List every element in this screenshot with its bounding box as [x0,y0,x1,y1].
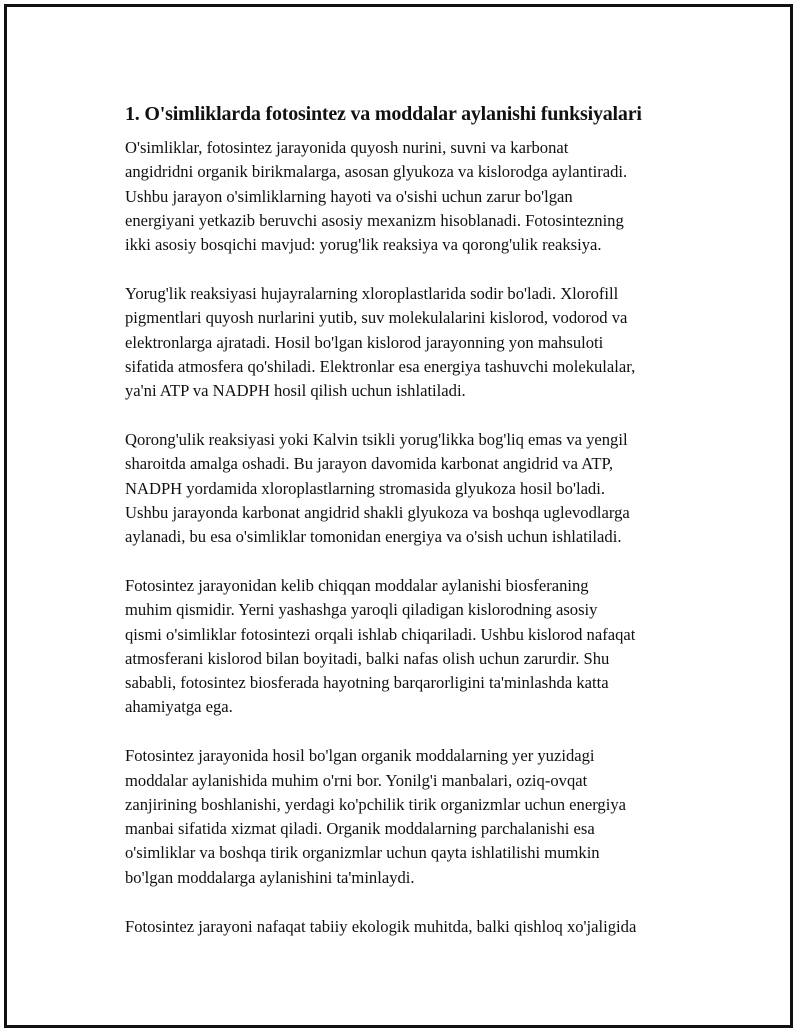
paragraph-agriculture: Fotosintez jarayoni nafaqat tabiiy ekologik muhitda, balki qishloq xo'jaligida [125,916,637,936]
page-frame [4,4,793,1028]
paragraph-organic-matter: Fotosintez jarayonida hosil bo'lgan organik moddalarning yer yuzidagi moddalar aylanishida muhim o'rni bor. Yonilg'i manbalari, oziq-ovqat zanjirining boshlanishi, yerdagi ko'pchilik tirik organizmlar uchun energiya manbai sifatida xizmat qiladi. Organik moddalarning parchalanishi esa o'simliklar va boshqa tirik organizmlar uchun qayta ishlatilishi mumkin bo'lgan moddalarga aylanishini ta'minlaydi. [125,746,626,887]
document-body [125,100,693,963]
paragraph-photosynthesis-intro: O'simliklar, fotosintez jarayonida quyosh nurini, suvni va karbonat angidridni organik birikmalarga, asosan glyukoza va kislorodga aylantiradi. Ushbu jarayon o'simliklarning hayoti va o'sishi uchun zarur bo'lgan energiyani yetkazib beruvchi asosiy mexanizm hisoblanadi. Fotosintezning ikki asosiy bosqichi mavjud: yorug'lik reaksiya va qorong'ulik reaksiya. [125,138,628,255]
paragraph-light-reaction: Yorug'lik reaksiyasi hujayralarning xloroplastlarida sodir bo'ladi. Xlorofill pigmentlari quyosh nurlarini yutib, suv molekulalarini kislorod, vodorod va elektronlarga ajratadi. Hosil bo'lgan kislorod jarayonning yon mahsuloti sifatida atmosfera qo'shiladi. Elektronlar esa energiya tashuvchi molekulalar, ya'ni ATP va NADPH hosil qilish uchun ishlatiladi. [125,283,636,401]
section-heading: 1. O'simliklarda fotosintez va moddalar aylanishi funksiyalari [125,103,642,125]
paragraph-biosphere-cycle: Fotosintez jarayonidan kelib chiqqan moddalar aylanishi biosferaning muhim qismidir. Yerni yashashga yaroqli qiladigan kislorodning asosiy qismi o'simliklar fotosintezi orqali ishlab chiqariladi. Ushbu kislorod nafaqat atmosferani kislorod bilan boyitadi, balki nafas olish uchun zarurdir. Shu sababli, fotosintez biosferada hayotning barqarorligini ta'minlashda katta ahamiyatga ega. [125,575,636,717]
paragraph-dark-reaction: Qorong'ulik reaksiyasi yoki Kalvin tsikli yorug'likka bog'liq emas va yengil sharoitda amalga oshadi. Bu jarayon davomida karbonat angidrid va ATP, NADPH yordamida xloroplastlarning stromasida glyukoza hosil bo'ladi. Ushbu jarayonda karbonat angidrid shakli glyukoza va boshqa uglevodlarga aylanadi, bu esa o'simliklar tomonidan energiya va o'sish uchun ishlatiladi. [125,429,630,547]
